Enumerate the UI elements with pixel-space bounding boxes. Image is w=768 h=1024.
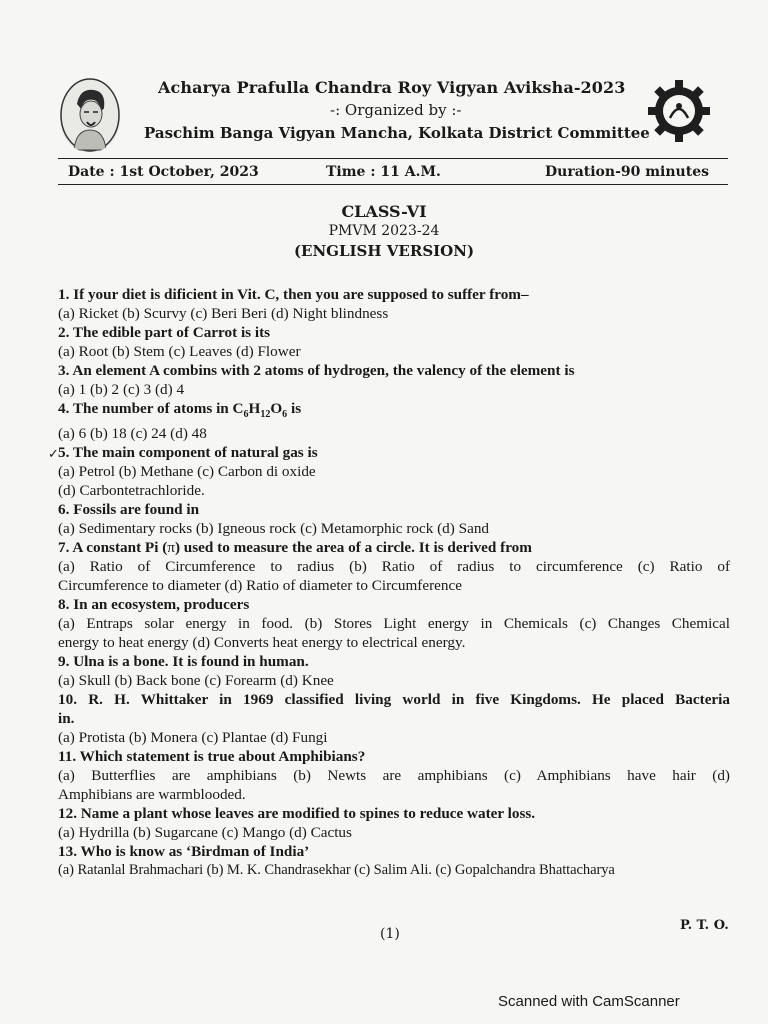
- exam-code: PMVM 2023-24: [328, 223, 440, 239]
- scanner-watermark: Scanned with CamScanner: [498, 993, 680, 1010]
- version-label: (ENGLISH VERSION): [293, 242, 475, 260]
- organizer-name: Paschim Banga Vigyan Mancha, Kolkata District Committee: [144, 124, 650, 142]
- question-text: 4. The number of atoms in $C_6H_{12}O_6$ is: [58, 400, 302, 421]
- question-list: [58, 285, 730, 880]
- question-options: (a) 1 (b) 2 (c) 3 (d) 4: [58, 381, 185, 398]
- question-options: (a) Sedimentary rocks (b) Igneous rock (c) Metamorphic rock (d) Sand: [58, 520, 490, 538]
- exam-time: Time : 11 A.M.: [326, 164, 441, 180]
- question-10: [58, 690, 730, 747]
- question-text: 13. Who is know as ‘Birdman of India’: [58, 843, 310, 861]
- question-6: [58, 500, 730, 538]
- exam-duration: Duration-90 minutes: [545, 164, 709, 180]
- question-text: 7. A constant Pi (π) used to measure the area of a circle. It is derived from: [58, 539, 532, 557]
- question-13: [58, 842, 730, 880]
- question-12: [58, 804, 730, 842]
- question-9: [58, 652, 730, 690]
- question-text: 5. The main component of natural gas is: [58, 444, 318, 462]
- question-options: (a) Skull (b) Back bone (c) Forearm (d) Knee: [58, 672, 334, 690]
- question-1: [58, 285, 730, 323]
- question-options: (a) 6 (b) 18 (c) 24 (d) 48: [58, 425, 207, 443]
- page-number: (1): [380, 926, 400, 942]
- acharya-portrait-logo: [60, 78, 120, 152]
- question-text-cont: in.: [58, 710, 75, 728]
- question-options: Amphibians are warmblooded.: [58, 786, 246, 804]
- question-options: (a) Ricket (b) Scurvy (c) Beri Beri (d) Night blindness: [58, 305, 389, 322]
- question-options: (a) Ratio of Circumference to radius (b) Ratio of radius to circumference (c) Ratio of: [58, 558, 730, 576]
- question-options: Circumference to diameter (d) Ratio of diameter to Circumference: [58, 577, 462, 595]
- header-rule-top: [58, 158, 728, 159]
- question-2: [58, 323, 730, 361]
- question-7: [58, 538, 730, 595]
- question-options: energy to heat energy (d) Converts heat energy to electrical energy.: [58, 634, 466, 652]
- question-options: (a) Entraps solar energy in food. (b) Stores Light energy in Chemicals (c) Changes Chemical: [58, 615, 730, 633]
- question-options: (d) Carbontetrachloride.: [58, 482, 205, 500]
- pen-tick-mark: ✓: [48, 447, 59, 462]
- question-3: [58, 361, 730, 399]
- pto-label: P. T. O.: [680, 918, 729, 933]
- header-rule-bottom: [58, 184, 728, 185]
- question-options: (a) Butterflies are amphibians (b) Newts are amphibians (c) Amphibians have hair (d): [58, 767, 730, 785]
- question-4: [58, 399, 730, 443]
- question-options: (a) Protista (b) Monera (c) Plantae (d) Fungi: [58, 729, 328, 747]
- question-options: (a) Hydrilla (b) Sugarcane (c) Mango (d) Cactus: [58, 824, 352, 842]
- question-options: (a) Root (b) Stem (c) Leaves (d) Flower: [58, 343, 301, 360]
- exam-date: Date : 1st October, 2023: [68, 164, 259, 180]
- question-text: 9. Ulna is a bone. It is found in human.: [58, 653, 309, 671]
- event-title: Acharya Prafulla Chandra Roy Vigyan Aviksha-2023: [158, 78, 626, 97]
- organized-by-label: -: Organized by :-: [330, 101, 462, 119]
- question-11: [58, 747, 730, 804]
- question-text: 6. Fossils are found in: [58, 501, 200, 519]
- question-8: [58, 595, 730, 652]
- question-text: 1. If your diet is dificient in Vit. C, then you are supposed to suffer from–: [58, 286, 529, 303]
- question-text: 8. In an ecosystem, producers: [58, 596, 250, 614]
- question-5: [58, 443, 730, 500]
- question-text: 11. Which statement is true about Amphibians?: [58, 748, 366, 766]
- question-text: 3. An element A combins with 2 atoms of hydrogen, the valency of the element is: [58, 362, 575, 379]
- question-text: 12. Name a plant whose leaves are modified to spines to reduce water loss.: [58, 805, 536, 823]
- gear-emblem-logo: [646, 78, 712, 144]
- question-text: 10. R. H. Whittaker in 1969 classified living world in five Kingdoms. He placed Bacteria: [58, 691, 730, 709]
- question-options: (a) Petrol (b) Methane (c) Carbon di oxide: [58, 463, 316, 481]
- question-text: 2. The edible part of Carrot is its: [58, 324, 271, 341]
- question-options: (a) Ratanlal Brahmachari (b) M. K. Chandrasekhar (c) Salim Ali. (c) Gopalchandra Bhattacharya: [58, 862, 615, 879]
- class-label: CLASS-VI: [341, 202, 427, 221]
